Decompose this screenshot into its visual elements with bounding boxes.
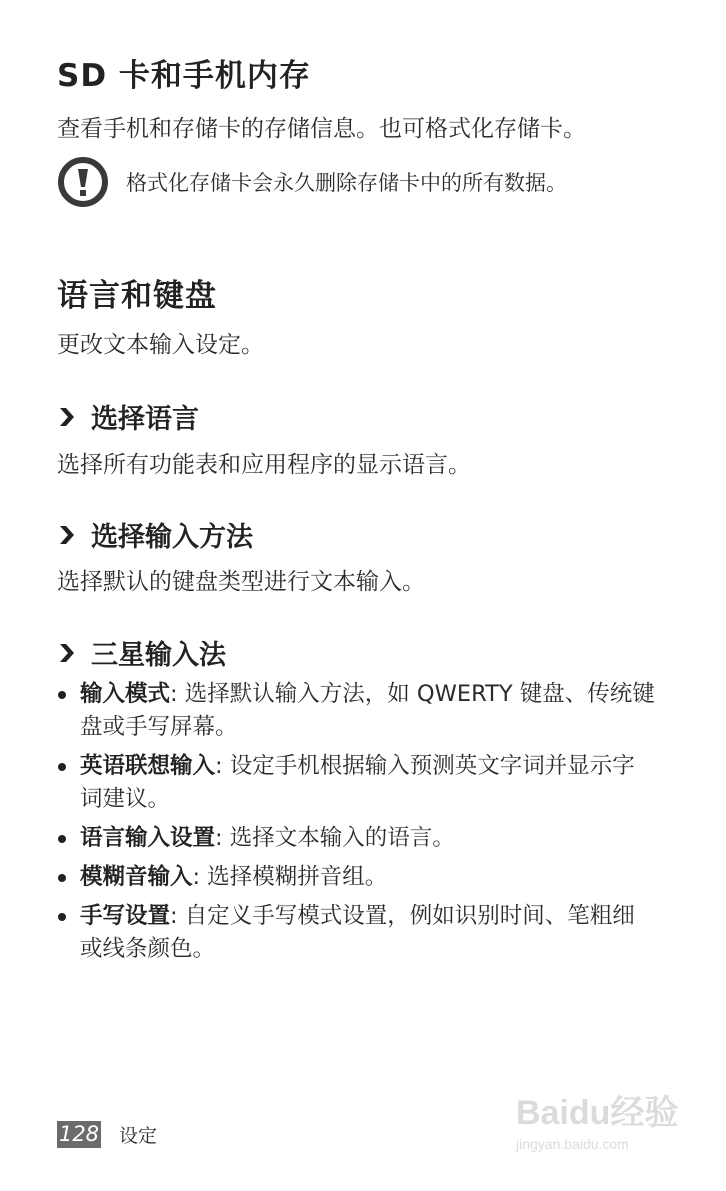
bullet-dot bbox=[58, 874, 66, 882]
list-item bbox=[57, 822, 657, 855]
baidu-watermark bbox=[516, 1085, 686, 1165]
settings-bullet-list bbox=[57, 678, 657, 972]
chevron-right-icon bbox=[57, 524, 77, 546]
bullet-dot bbox=[58, 763, 66, 771]
section-title-sd: SD 卡和手机内存 bbox=[57, 58, 311, 94]
list-item bbox=[57, 678, 657, 744]
bullet-term: 模糊音输入 bbox=[80, 864, 193, 890]
bullet-separator: : bbox=[192, 864, 201, 890]
footer-section-label: 设定 bbox=[119, 1125, 158, 1147]
bullet-separator: : bbox=[170, 903, 178, 929]
bullet-text: 选择文本输入的语言。 bbox=[229, 825, 455, 851]
watermark-url: jingyan.baidu.com bbox=[516, 1136, 629, 1152]
list-item bbox=[57, 750, 657, 816]
chevron-right-icon bbox=[57, 642, 77, 664]
bullet-term: 英语联想输入 bbox=[80, 753, 216, 779]
bullet-text: 选择模糊拼音组。 bbox=[207, 864, 388, 890]
bullet-text: 设定手机根据输入预测英文字词并显示字词建议。 bbox=[80, 753, 635, 812]
page-footer bbox=[57, 1121, 157, 1148]
bullet-text: 自定义手写模式设置，例如识别时间、笔粗细或线条颜色。 bbox=[80, 903, 635, 962]
section-body-sd: 查看手机和存储卡的存储信息。也可格式化存储卡。 bbox=[57, 116, 586, 142]
warning-text: 格式化存储卡会永久删除存储卡中的所有数据。 bbox=[126, 171, 567, 195]
subsection-title-samsung-ime bbox=[57, 633, 226, 672]
bullet-dot bbox=[58, 691, 66, 699]
subsection-body-select-language: 选择所有功能表和应用程序的显示语言。 bbox=[57, 452, 471, 478]
bullet-term: 语言输入设置 bbox=[80, 825, 216, 851]
bullet-separator: : bbox=[170, 681, 178, 707]
list-item bbox=[57, 861, 657, 894]
section-body-language: 更改文本输入设定。 bbox=[57, 332, 264, 358]
bullet-separator: : bbox=[215, 753, 223, 779]
bullet-term: 输入模式 bbox=[80, 681, 171, 707]
watermark-logo: Baidu经验 bbox=[516, 1094, 679, 1132]
subsection-title-text: 选择输入方法 bbox=[91, 522, 253, 553]
bullet-separator: : bbox=[215, 825, 223, 851]
subsection-title-text: 三星输入法 bbox=[91, 640, 226, 671]
bullet-term: 手写设置 bbox=[80, 903, 171, 929]
subsection-body-input-method: 选择默认的键盘类型进行文本输入。 bbox=[57, 569, 425, 595]
warning-note bbox=[57, 156, 567, 208]
subsection-title-input-method bbox=[57, 515, 253, 554]
bullet-dot bbox=[58, 835, 66, 843]
chevron-right-icon bbox=[57, 406, 77, 428]
subsection-title-text: 选择语言 bbox=[91, 404, 199, 435]
page-number: 128 bbox=[58, 1122, 100, 1146]
exclamation-circle-icon bbox=[57, 156, 109, 208]
bullet-text: 选择默认输入方法，如 QWERTY 键盘、传统键盘或手写屏幕。 bbox=[80, 681, 655, 740]
section-title-language: 语言和键盘 bbox=[57, 278, 217, 314]
list-item bbox=[57, 900, 657, 966]
bullet-dot bbox=[58, 913, 66, 921]
subsection-title-select-language bbox=[57, 397, 199, 436]
